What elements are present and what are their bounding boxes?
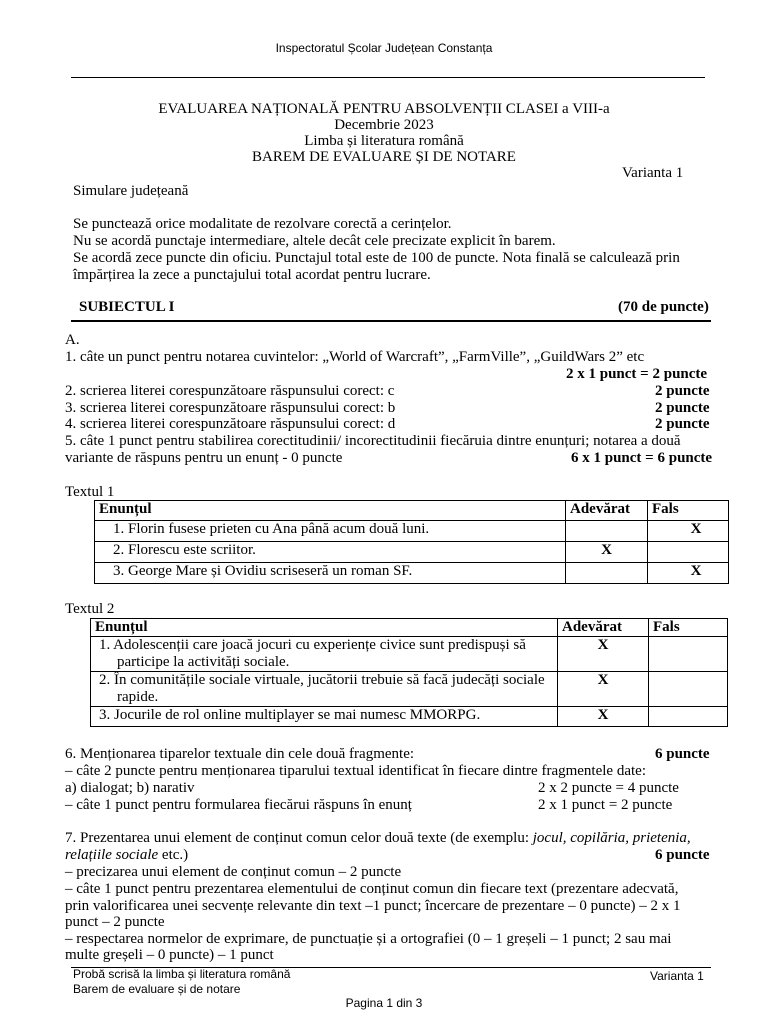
variant-label: Varianta 1 — [622, 165, 684, 181]
item-6-line: – câte 2 puncte pentru menționarea tiparului textual identificat în fiecare dintre fragmentele date: — [65, 763, 646, 779]
subject-divider — [71, 320, 711, 322]
item-6-title: 6. Menționarea tiparelor textuale din cele două fragmente: — [65, 746, 415, 762]
item-7-line1 — [65, 830, 691, 847]
statement-line: 3. Jocurile de rol online multiplayer se mai numesc MMORPG. — [99, 707, 481, 723]
rule-line: împărțirea la zece a punctajului total acordat pentru lucrare. — [73, 267, 431, 283]
col-false: Fals — [648, 501, 729, 521]
exam-date: Decembrie 2023 — [334, 117, 434, 133]
true-cell — [566, 563, 648, 584]
false-cell — [648, 542, 729, 563]
page-number: Pagina 1 din 3 — [345, 996, 423, 1010]
item-7-line: multe greșeli – 0 puncte) – 1 punct — [65, 947, 274, 963]
item-6-line: – câte 1 punct pentru formularea fiecărui răspuns în enunț — [65, 797, 412, 813]
statement-line: rapide. — [117, 689, 159, 705]
table-row — [91, 707, 728, 727]
table-row — [95, 563, 729, 584]
item-7-line2 — [65, 847, 188, 864]
item-7-examples: relațiile sociale — [65, 847, 159, 863]
true-cell — [566, 521, 648, 542]
statement-line: participe la activități sociale. — [117, 654, 290, 670]
footer-exam-name: Probă scrisă la limba și literatura română — [73, 967, 291, 981]
table-row — [91, 637, 728, 672]
col-true: Adevărat — [566, 501, 648, 521]
footer-variant: Varianta 1 — [650, 969, 704, 983]
item-5-line2: variante de răspuns pentru un enunț - 0 puncte — [65, 450, 343, 466]
exam-title: EVALUAREA NAȚIONALĂ PENTRU ABSOLVENȚII CLASEI a VIII-a — [158, 101, 610, 117]
text1-label: Textul 1 — [65, 484, 115, 500]
item-7-line: prin valorificarea unei secvențe relevante din text –1 punct; încercare de prezentare – 0 puncte) – 2 x 1 — [65, 898, 681, 914]
item-6-subscore: 2 x 2 puncte = 4 puncte — [538, 780, 679, 796]
item-7-line: – respectarea normelor de exprimare, de punctuație și a ortografiei (0 – 1 greșeli – 1 punct; 2 sau mai — [65, 931, 672, 947]
subject-points: (70 de puncte) — [618, 299, 709, 315]
item-1: 1. câte un punct pentru notarea cuvintelor: „World of Warcraft”, „FarmVille”, „GuildWars 2” etc — [65, 349, 645, 365]
table-row — [95, 542, 729, 563]
item-7-line: punct – 2 puncte — [65, 914, 165, 930]
statement-cell: 2. Florescu este scriitor. — [95, 542, 566, 563]
false-cell: X — [648, 563, 729, 584]
header-divider — [71, 77, 705, 78]
barem-title: BAREM DE EVALUARE ȘI DE NOTARE — [252, 149, 516, 165]
item-3: 3. scrierea literei corespunzătoare răspunsului corect: b — [65, 400, 396, 416]
statement-cell — [91, 707, 558, 727]
true-cell: X — [558, 672, 649, 707]
statement-cell: 1. Florin fusese prieten cu Ana până acum două luni. — [95, 521, 566, 542]
footer-barem-name: Barem de evaluare și de notare — [73, 982, 241, 996]
rule-line: Se punctează orice modalitate de rezolvare corectă a cerințelor. — [73, 216, 452, 232]
item-7-line: – câte 1 punct pentru prezentarea elementului de conținut comun din fiecare text (prezentare adecvată, — [65, 881, 679, 897]
item-5-line1: 5. câte 1 punct pentru stabilirea corectitudinii/ incorectitudinii fiecăruia dintre enunțuri; notarea a două — [65, 433, 681, 449]
true-cell: X — [566, 542, 648, 563]
item-3-score: 2 puncte — [655, 400, 710, 416]
item-6-subscore: 2 x 1 punct = 2 puncte — [538, 797, 673, 813]
col-true: Adevărat — [558, 619, 649, 637]
subject-title: SUBIECTUL I — [79, 299, 175, 315]
item-2: 2. scrierea literei corespunzătoare răspunsului corect: c — [65, 383, 395, 399]
rule-line: Nu se acordă punctaje intermediare, altele decât cele precizate explicit în barem. — [73, 233, 556, 249]
text1-table — [94, 500, 729, 584]
true-cell: X — [558, 707, 649, 727]
statement-cell — [91, 672, 558, 707]
statement-cell: 3. George Mare și Ovidiu scriseseră un roman SF. — [95, 563, 566, 584]
false-cell — [649, 672, 728, 707]
item-6-score: 6 puncte — [655, 746, 710, 762]
item-1-score: 2 x 1 punct = 2 puncte — [566, 366, 708, 382]
statement-cell — [91, 637, 558, 672]
item-7-line: – precizarea unui element de conținut comun – 2 puncte — [65, 864, 402, 880]
text2-label: Textul 2 — [65, 601, 115, 617]
table-row — [95, 521, 729, 542]
item-4-score: 2 puncte — [655, 416, 710, 432]
item-2-score: 2 puncte — [655, 383, 710, 399]
item-7-text: etc.) — [158, 847, 189, 863]
false-cell — [649, 707, 728, 727]
text2-table — [90, 618, 728, 727]
statement-line: 2. În comunitățile sociale virtuale, jucătorii trebuie să facă judecăți sociale — [99, 672, 545, 688]
col-statement: Enunțul — [95, 501, 566, 521]
simulation-label: Simulare județeană — [73, 183, 189, 199]
item-5-score: 6 x 1 punct = 6 puncte — [571, 450, 713, 466]
item-7-examples: jocul, copilăria, prietenia, — [532, 830, 691, 846]
item-7-text: 7. Prezentarea unui element de conținut comun celor două texte (de exemplu: — [65, 830, 533, 846]
rule-line: Se acordă zece puncte din oficiu. Punctajul total este de 100 de puncte. Nota finală se calculează prin — [73, 250, 680, 266]
item-6-line: a) dialogat; b) narativ — [65, 780, 195, 796]
false-cell — [649, 637, 728, 672]
statement-line: 1. Adolescenții care joacă jocuri cu experiențe civice sunt predispuși să — [99, 637, 526, 653]
col-statement: Enunțul — [91, 619, 558, 637]
exam-subject: Limba și literatura română — [304, 133, 464, 149]
false-cell: X — [648, 521, 729, 542]
table-row — [91, 672, 728, 707]
item-4: 4. scrierea literei corespunzătoare răspunsului corect: d — [65, 416, 396, 432]
true-cell: X — [558, 637, 649, 672]
item-7-score: 6 puncte — [655, 847, 710, 863]
section-a-label: A. — [65, 332, 80, 348]
col-false: Fals — [649, 619, 728, 637]
inspectorate-header: Inspectoratul Școlar Județean Constanța — [275, 41, 493, 55]
